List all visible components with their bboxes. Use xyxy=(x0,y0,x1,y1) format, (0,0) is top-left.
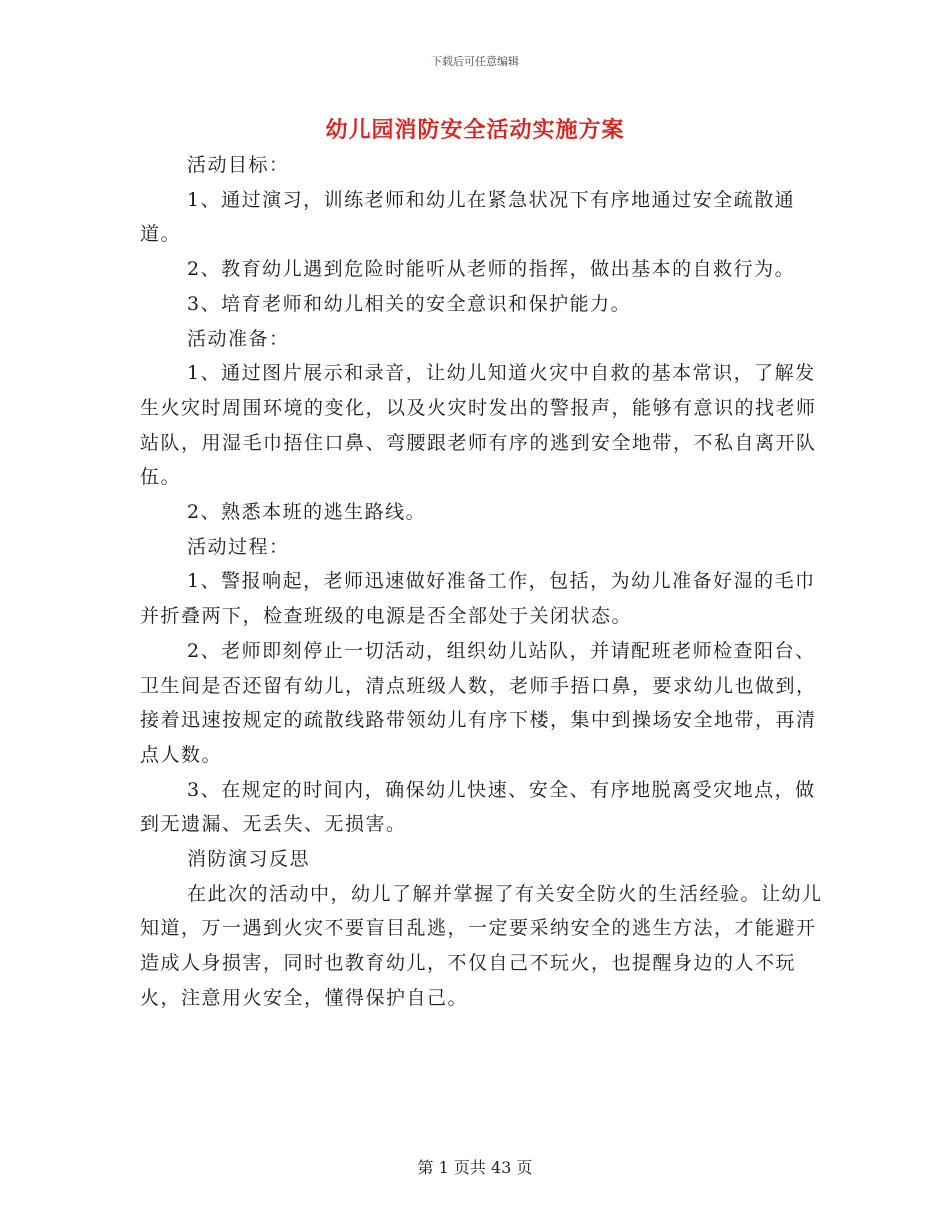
section-heading-process: 活动过程： xyxy=(187,535,290,558)
preparation-item-2: 2、熟悉本班的逃生路线。 xyxy=(187,501,427,524)
process-item-1: 1、警报响起，老师迅速做好准备工作，包括，为幼儿准备好湿的毛巾并折叠两下，检查班级的电源是否全部处于关闭状态。 xyxy=(140,570,816,628)
goal-item-3: 3、培育老师和幼儿相关的安全意识和保护能力。 xyxy=(187,292,632,315)
section-heading-preparation: 活动准备： xyxy=(187,327,290,350)
page-footer: 第 1 页共 43 页 xyxy=(417,1158,533,1177)
preparation-item-1: 1、通过图片展示和录音，让幼儿知道火灾中自救的基本常识，了解发生火灾时周围环境的变化，以及火灾时发出的警报声，能够有意识的找老师站队，用湿毛巾捂住口鼻、弯腰跟老师有序的逃到安全地带，不私自离开队伍。 xyxy=(140,362,817,489)
goal-item-1: 1、通过演习，训练老师和幼儿在紧急状况下有序地通过安全疏散通道。 xyxy=(140,188,796,246)
process-item-3: 3、在规定的时间内，确保幼儿快速、安全、有序地脱离受灾地点，做到无遗漏、无丢失、无损害。 xyxy=(140,778,816,836)
goal-item-2: 2、教育幼儿遇到危险时能听从老师的指挥，做出基本的自救行为。 xyxy=(187,258,796,281)
section-heading-reflection: 消防演习反思 xyxy=(187,848,311,871)
process-item-2: 2、老师即刻停止一切活动，组织幼儿站队，并请配班老师检查阳台、卫生间是否还留有幼儿，清点班级人数，老师手捂口鼻，要求幼儿也做到，接着迅速按规定的疏散线路带领幼儿有序下楼，集中到操场安全地带，再清点人数。 xyxy=(140,639,817,766)
document-title: 幼儿园消防安全活动实施方案 xyxy=(325,117,625,143)
document-body xyxy=(140,148,830,1016)
section-heading-goals: 活动目标： xyxy=(187,154,290,176)
reflection-paragraph: 在此次的活动中，幼儿了解并掌握了有关安全防火的生活经验。让幼儿知道，万一遇到火灾不要盲目乱逃，一定要采纳安全的逃生方法，才能避开造成人身损害，同时也教育幼儿，不仅自己不玩火，也提醒身边的人不玩火，注意用火安全，懂得保护自己。 xyxy=(140,882,823,1009)
header-note: 下载后可任意编辑 xyxy=(431,55,519,68)
